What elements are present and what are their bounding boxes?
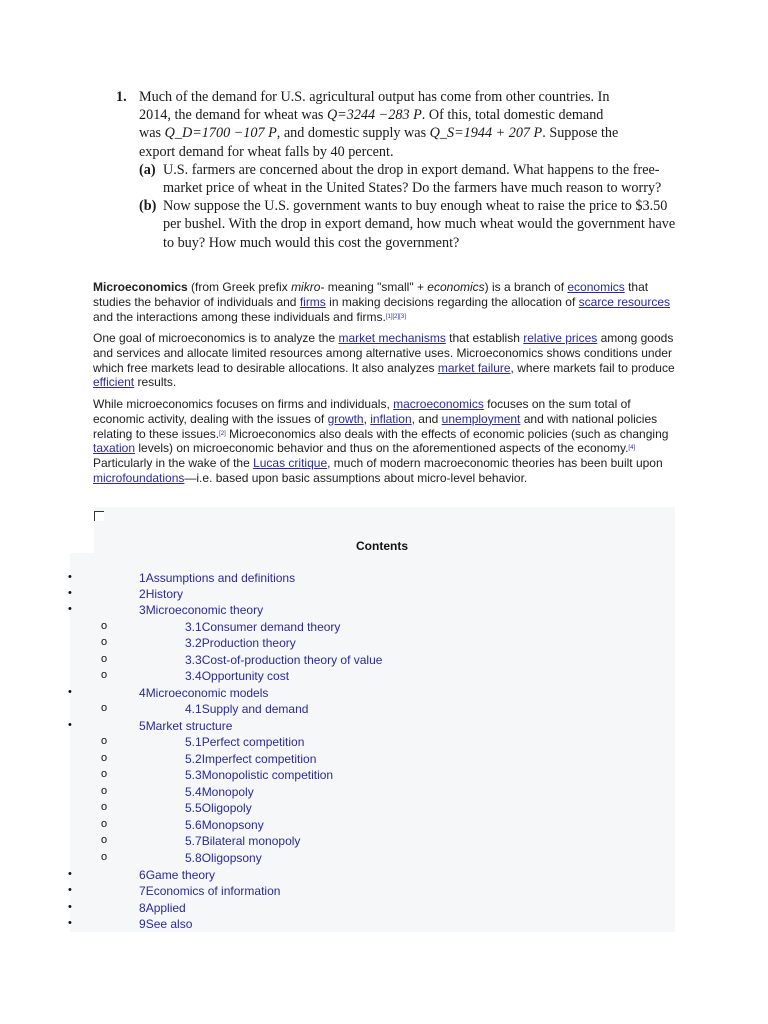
toc-item[interactable] [185,652,382,668]
demand-equation: Q=3244 −283 P [326,107,422,124]
toc-sub-bullet: o [101,818,108,830]
toc-item-number: 5.7 [185,834,202,848]
link-firms[interactable]: firms [299,294,326,309]
link-efficient[interactable]: efficient [93,375,135,390]
toc-toggle-checkbox-icon[interactable] [94,511,104,521]
link-macroeconomics[interactable]: macroeconomics [393,397,484,411]
link-economics[interactable]: economics [567,280,625,294]
toc-item[interactable] [185,817,264,833]
citation-ref[interactable]: [4] [628,445,636,452]
toc-bullet: • [68,884,72,896]
citation-ref[interactable]: [2] [219,430,226,437]
toc-item[interactable] [185,800,252,816]
toc-sub-bullet: o [101,801,108,813]
subquestion-b-label: (b) [139,198,157,215]
toc-item-label: Supply and demand [201,702,309,716]
toc-item-number: 3.3 [185,653,202,667]
toc-item-number: 4 [139,686,146,700]
toc-item-number: 7 [139,884,146,898]
toc-item[interactable] [139,867,215,883]
toc-bullet: • [68,587,72,599]
toc-bullet: • [68,603,72,615]
toc-item-number: 3 [139,603,146,617]
intro-line-1: Much of the demand for U.S. agricultural output has come from other countries. In [139,89,610,105]
toc-item[interactable] [139,718,232,734]
toc-item-label: Microeconomic theory [145,603,264,617]
toc-bullet: • [68,868,72,880]
toc-bullet: • [68,901,72,913]
toc-item-number: 8 [139,901,146,915]
toc-item-label: Perfect competition [201,735,305,749]
toc-sub-bullet: o [101,834,108,846]
toc-item[interactable] [185,668,289,684]
toc-item-number: 1 [139,571,146,585]
toc-item-number: 3.4 [185,669,202,683]
toc-title: Contents [356,539,408,553]
link-lucas-critique[interactable]: Lucas critique [253,456,328,471]
toc-item-label: History [145,587,184,601]
link-microfoundations[interactable]: microfoundations [93,470,185,485]
toc-item[interactable] [139,685,268,701]
toc-item-label: Oligopsony [201,851,262,865]
toc-item-number: 5.1 [185,735,202,749]
toc-sub-bullet: o [101,735,108,747]
toc-bullet: • [68,686,72,698]
toc-item[interactable] [139,916,192,932]
link-taxation[interactable]: taxation [93,441,136,456]
toc-sub-bullet: o [101,653,108,665]
toc-sub-bullet: o [101,620,108,632]
toc-item-number: 3.2 [185,636,202,650]
toc-item-label: Production theory [201,636,296,650]
toc-item-number: 5.3 [185,768,202,782]
toc-item[interactable] [185,701,308,717]
toc-bullet: • [68,917,72,929]
toc-item[interactable] [139,570,295,586]
toc-item-label: Microeconomic models [145,686,269,700]
toc-item-number: 5.8 [185,851,202,865]
problem-intro [139,88,676,161]
toc-item-label: Assumptions and definitions [145,571,296,585]
article-paragraph-3: While microeconomics focuses on firms and individuals, macroeconomics focuses on the sum total of economic activity, dealing with the issues of growth, inflation, and unemployment and with national policies relating to these issues.[2] Microeconomics also deals with the effects of economic policies (such as changing taxation levels) on microeconomic behavior and thus on the aforementioned aspects of the economy.[4] Particularly in the wake of the Lucas critique, much of modern macroeconomic theories has been built upon microfoundations—i.e. based upon basic assumptions about micro-level behavior. [93,397,669,485]
subquestion-b-text: Now suppose the U.S. government wants to buy enough wheat to raise the price to $3.50 per bushel. With the drop in export demand, how much wheat would the government have to buy? How much would this cost the government? [163,198,676,251]
toc-item-number: 3.1 [185,620,202,634]
toc-item[interactable] [185,784,254,800]
toc-item[interactable] [185,850,262,866]
subquestion-a [139,161,676,197]
intro-line-3: was Q_D=1700 −107 P, and domestic supply was Q_S=1944 + 207 P. Suppose the [139,125,619,142]
toc-item-label: Market structure [145,719,233,733]
toc-bullet: • [68,719,72,731]
toc-item[interactable] [139,602,263,618]
toc-sub-bullet: o [101,768,108,780]
toc-item-label: Imperfect competition [201,752,317,766]
toc-item[interactable] [185,833,300,849]
toc-item-number: 2 [139,587,146,601]
toc-item-label: Game theory [145,868,216,882]
toc-item-label: Consumer demand theory [201,620,341,634]
toc-item[interactable] [139,586,183,602]
toc-sub-bullet: o [101,752,108,764]
toc-item-label: Bilateral monopoly [201,834,301,848]
toc-item-number: 4.1 [185,702,202,716]
link-growth[interactable]: growth [327,411,364,426]
domestic-demand-equation: Q_D=1700 −107 P [164,125,277,142]
toc-bullet: • [68,571,72,583]
toc-item[interactable] [185,635,296,651]
toc-item-label: Oligopoly [201,801,252,815]
toc-sub-bullet: o [101,851,108,863]
toc-sub-bullet: o [101,669,108,681]
domestic-supply-equation: Q_S=1944 + 207 P [429,125,543,142]
toc-sub-bullet: o [101,785,108,797]
problem-number: 1. [116,89,127,105]
toc-item-label: Monopsony [201,818,264,832]
toc-item[interactable] [185,767,333,783]
article-paragraph-2: One goal of microeconomics is to analyze the market mechanisms that establish relative prices among goods and services and allocate limited resources among alternative uses. Microeconomics shows conditions under which free markets lead to desirable allocations. It also analyzes market failure, where markets fail to produce efficient results. [93,331,675,390]
link-inflation[interactable]: inflation [370,411,412,426]
link-market-mechanisms[interactable]: market mechanisms [338,331,446,345]
toc-sub-bullet: o [101,636,108,648]
subquestion-b [139,197,676,252]
toc-item-number: 5.6 [185,818,202,832]
toc-item-number: 5 [139,719,146,733]
toc-item-number: 9 [139,917,146,931]
subquestion-a-label: (a) [139,161,156,178]
subquestion-a-text: U.S. farmers are concerned about the drop in export demand. What happens to the free-market price of wheat in the United States? Do the farmers have much reason to worry? [163,161,662,197]
toc-item-label: Opportunity cost [201,669,290,683]
link-relative-prices[interactable]: relative prices [523,331,598,345]
toc-item[interactable] [139,900,186,916]
toc-item-number: 5.2 [185,752,202,766]
toc-item-label: Economics of information [145,884,281,898]
intro-line-4: export demand for wheat falls by 40 percent. [139,143,394,160]
article-paragraph-1: Microeconomics (from Greek prefix mikro- meaning "small" + economics) is a branch of economics that studies the behavior of individuals and firms in making decisions regarding the allocation of scarce resources and the interactions among these individuals and firms.[1][2][3] [93,280,671,324]
toc-sub-bullet: o [101,702,108,714]
toc-item-label: Cost-of-production theory of value [201,653,383,667]
link-market-failure[interactable]: market failure [437,360,511,375]
textbook-problem [116,88,676,252]
toc-item[interactable] [185,619,340,635]
link-scarce-resources[interactable]: scarce resources [578,294,671,309]
toc-item-number: 5.5 [185,801,202,815]
citation-ref[interactable]: [1][2][3] [385,313,406,320]
link-unemployment[interactable]: unemployment [441,411,521,426]
toc-item[interactable] [139,883,280,899]
toc-item-label: Monopolistic competition [201,768,334,782]
article-term: Microeconomics [93,280,188,294]
intro-line-2: 2014, the demand for wheat was Q=3244 −283 P. Of this, total domestic demand [139,107,604,124]
toc-item[interactable] [185,734,304,750]
toc-item-label: Applied [145,901,186,915]
toc-item-label: See also [145,917,193,931]
toc-item[interactable] [185,751,316,767]
toc-item-number: 5.4 [185,785,202,799]
toc-item-number: 6 [139,868,146,882]
toc-item-label: Monopoly [201,785,254,799]
